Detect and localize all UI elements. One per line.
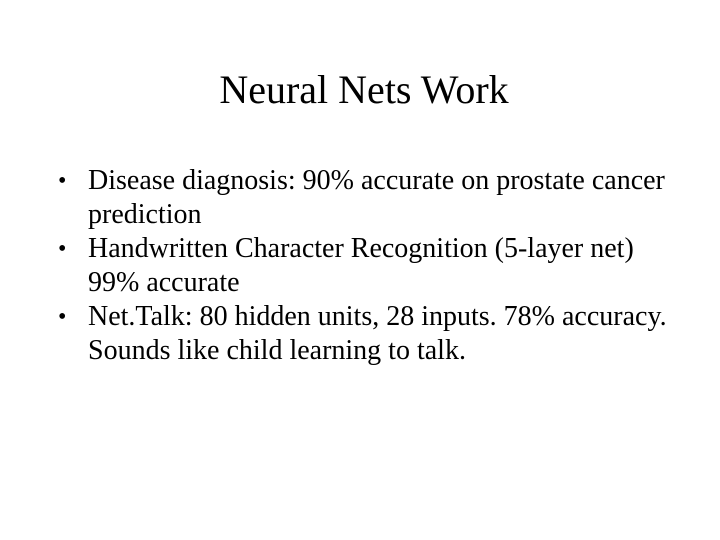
bullet-list [58, 164, 678, 368]
bullet-marker: • [58, 168, 67, 194]
bullet-marker: • [58, 236, 67, 262]
bullet-item-handwritten-recognition [58, 232, 678, 300]
bullet-marker: • [58, 304, 67, 330]
bullet-item-nettalk [58, 300, 678, 368]
bullet-text: Net.Talk: 80 hidden units, 28 inputs. 78% accuracy. Sounds like child learning to talk. [88, 301, 667, 366]
slide-title: Neural Nets Work [219, 67, 509, 112]
bullet-text: Disease diagnosis: 90% accurate on prostate cancer prediction [88, 165, 665, 230]
bullet-text: Handwritten Character Recognition (5-layer net) 99% accurate [88, 233, 634, 298]
bullet-item-disease-diagnosis [58, 164, 678, 232]
